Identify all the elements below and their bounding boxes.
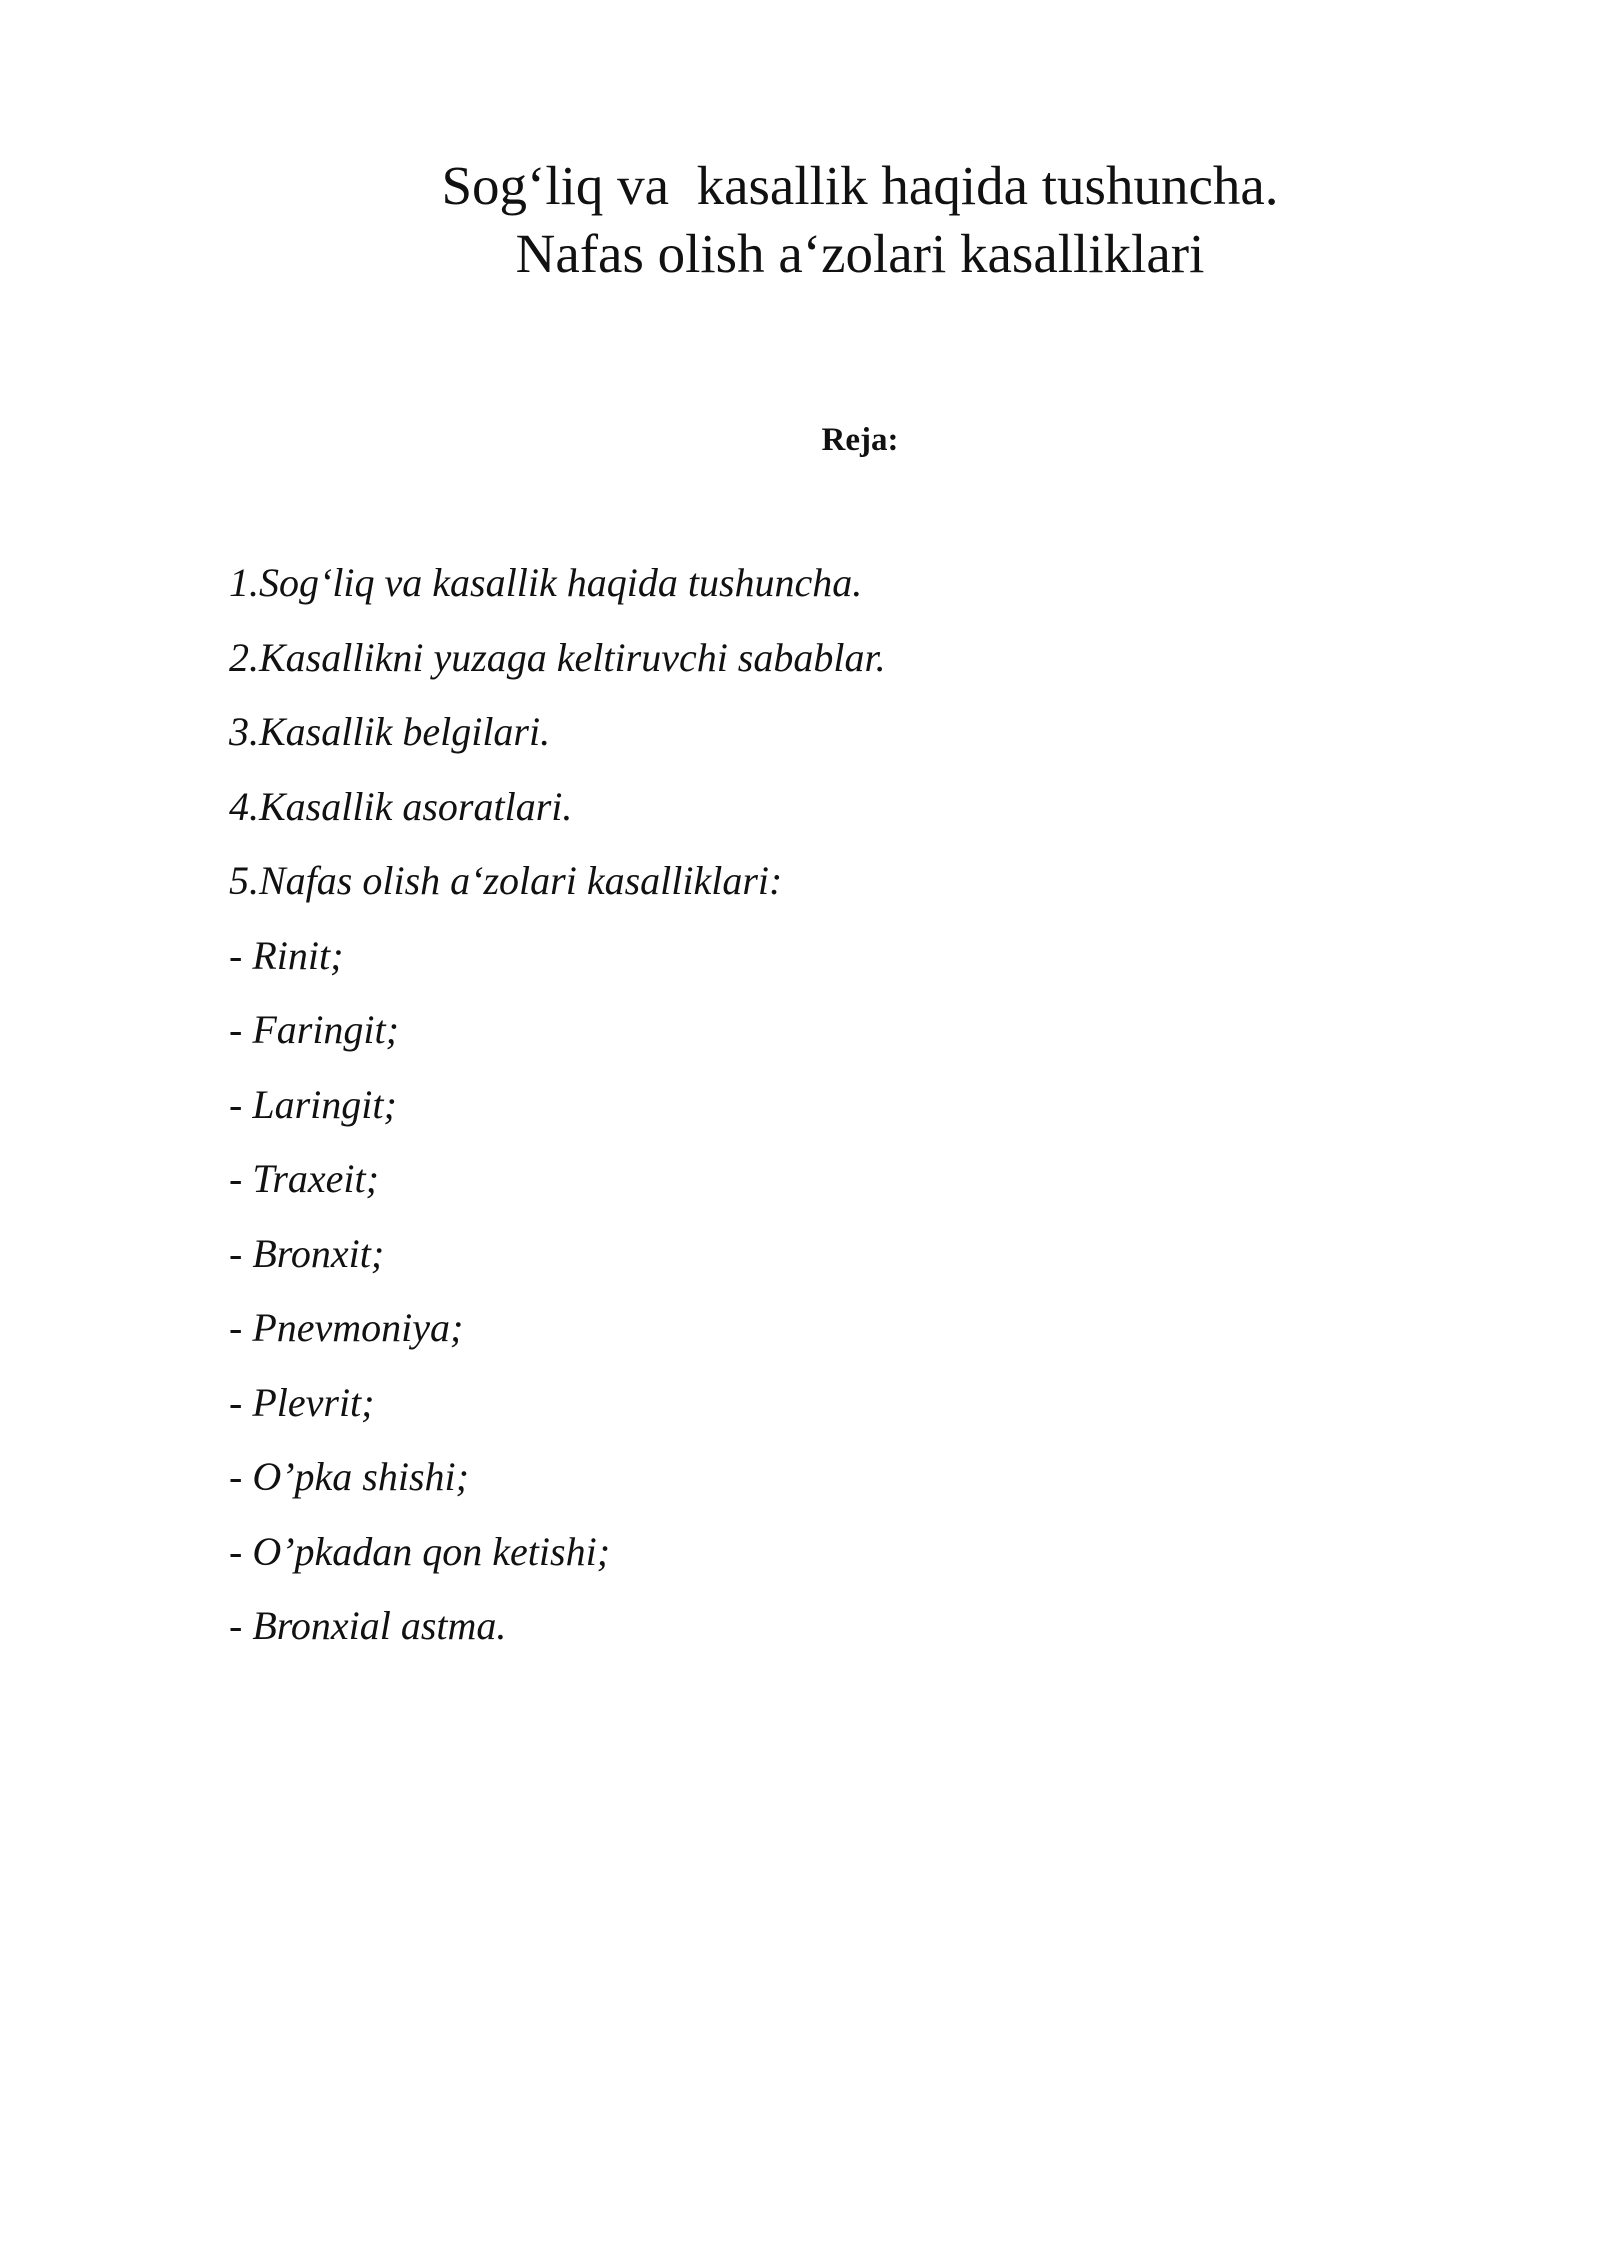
plan-subitem: - Rinit; [229, 932, 344, 978]
plan-item: 2.Kasallikni yuzaga keltiruvchi sabablar. [229, 634, 886, 680]
plan-subitem: - Faringit; [229, 1007, 399, 1052]
plan-subitem: - Traxeit; [229, 1156, 379, 1201]
document-title [330, 152, 1390, 288]
title-line-2: Nafas olish a‘zolari kasalliklari [515, 223, 1205, 284]
plan-subitem: - Laringit; [229, 1081, 397, 1127]
plan-item: 1.Sog‘liq va kasallik haqida tushuncha. [229, 560, 863, 605]
plan-subitem: - Bronxial astma. [229, 1603, 507, 1648]
plan-heading: Reja: [821, 422, 899, 458]
plan-subitem: - O’pkadan qon ketishi; [229, 1528, 611, 1574]
plan-list [229, 546, 886, 1664]
plan-subitem: - O’pka shishi; [229, 1454, 469, 1499]
title-line-1: Sog‘liq va kasallik haqida tushuncha. [441, 155, 1279, 216]
plan-subitem: - Plevrit; [229, 1379, 375, 1425]
plan-item: 5.Nafas olish a‘zolari kasalliklari: [229, 858, 783, 903]
plan-item: 4.Kasallik asoratlari. [229, 783, 573, 829]
plan-subitem: - Pnevmoniya; [229, 1305, 464, 1350]
plan-item: 3.Kasallik belgilari. [229, 709, 551, 754]
plan-subitem: - Bronxit; [229, 1230, 385, 1276]
